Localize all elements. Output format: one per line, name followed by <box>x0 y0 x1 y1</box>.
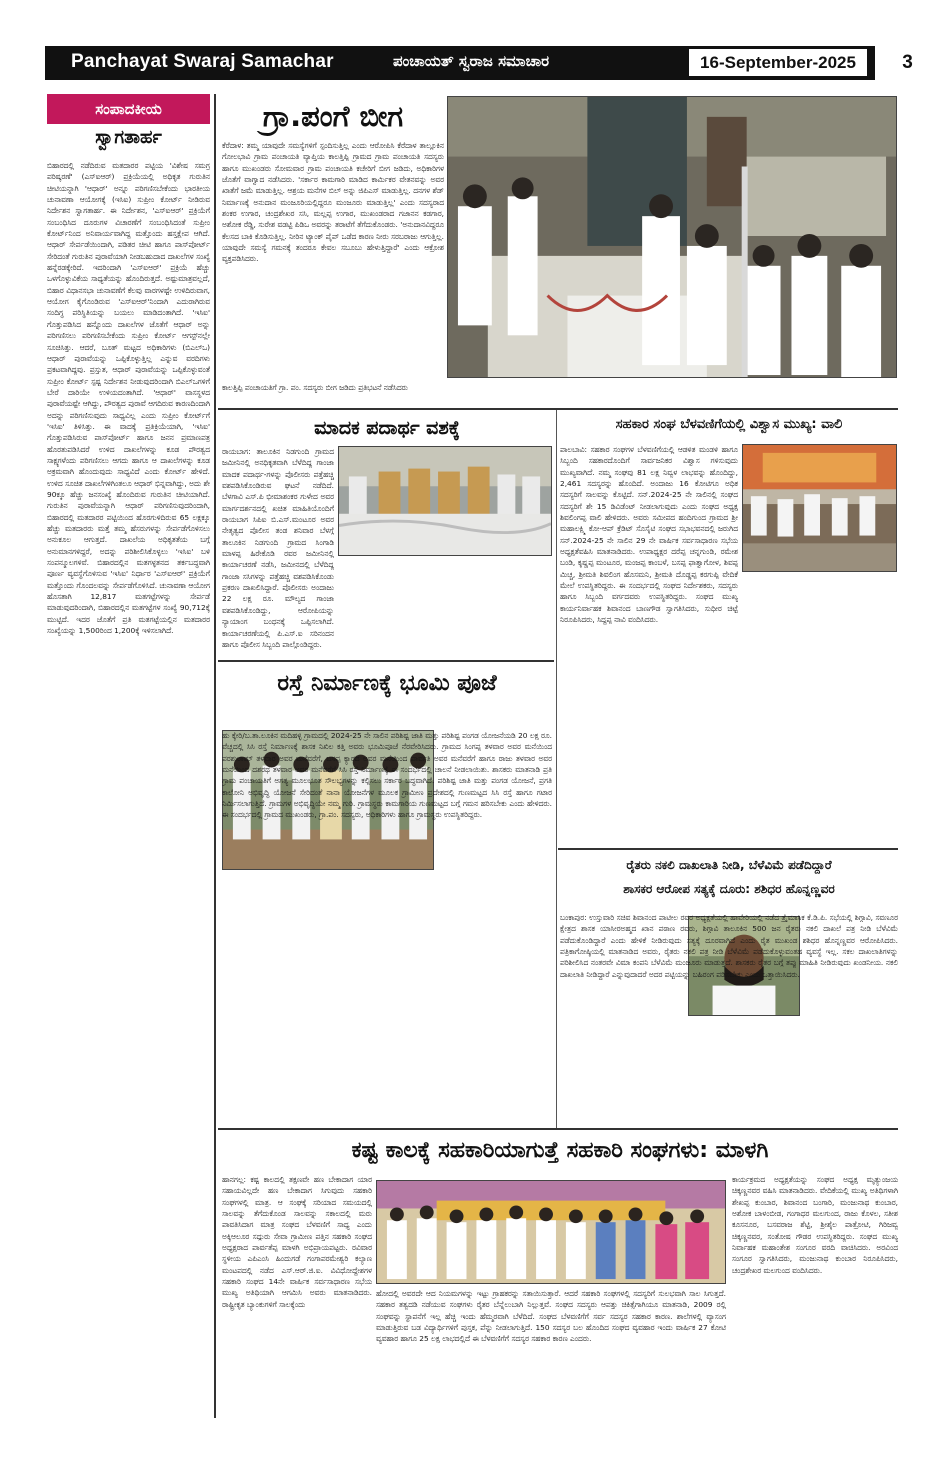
coop-crisis-headline: ಕಷ್ಟ ಕಾಲಕ್ಕೆ ಸಹಕಾರಿಯಾಗುತ್ತೆ ಸಹಕಾರಿ ಸಂಘಗಳು: ಮಾಳಗಿ <box>351 1138 769 1163</box>
section-rule <box>558 848 898 850</box>
masthead-title-kannada: ಪಂಚಾಯತ್ ಸ್ವರಾಜ ಸಮಾಚಾರ <box>393 52 550 70</box>
drugs-story-photo <box>338 446 552 556</box>
farmers-story-body: ಬಂಕಾಪುರ: ಉಸ್ತುವಾರಿ ಸಚಿವ ಶಿವಾನಂದ ಪಾಟೀಲ ರವರ ಅಧ್ಯಕ್ಷತೆಯಲ್ಲಿ ಹಾವೇರಿಯಲ್ಲಿ ನಡೆದ ತ್ರೈಮಾಸಿಕ ಕೆ.ಡಿ.ಪಿ. ಸಭೆಯಲ್ಲಿ ಶಿಗ್ಗಾವಿ, ಸವಣೂರ ಕ್ಷೇತ್ರದ ಶಾಸಕ ಯಾಸೀರಅಹ್ಮದ ಖಾನ ಪಠಾಣ ರವರು, ಶಿಗ್ಗಾವಿ ತಾಲೂಕಿನ 500 ಜನ ರೈತರು ನಕಲಿ ದಾಖಲೆ ಪತ್ರ ನೀಡಿ ಬೆಳೆವಿಮೆ ಪಡೆದುಕೊಂಡಿದ್ದಾರೆ ಎಂದು ಹೇಳಿಕೆ ನೀಡಿರುವುದು ಸತ್ಯಕ್ಕೆ ದೂರವಾಗಿದೆ ಎಂದು ರೈತ ಮುಖಂಡ ಶಶಿಧರ ಹೊನ್ನಣ್ಣವರ ಆರೋಪಿಸಿದರು. ಪತ್ರಿಕಾಗೋಷ್ಠಿಯಲ್ಲಿ ಮಾತನಾಡಿದ ಅವರು, ರೈತರು ನಕಲಿ ಪತ್ರ ನೀಡಿ ಬೆಳೆವಿಮೆ ಪಡೆದುಕೊಳ್ಳುವಂತಹ ವ್ಯವಸ್ಥೆ ಇಲ್ಲ. ಸಕಲ ದಾಖಲಾತಿಗಳನ್ನು ಪರಿಶೀಲಿಸಿದ ನಂತರವೇ ವಿಮಾ ಕಂಪನಿ ಬೆಳೆವಿಮೆ ಮಂಜೂರು ಮಾಡುತ್ತದೆ. ಶಾಸಕರು ರೈತರ ಬಗ್ಗೆ ತಪ್ಪು ಮಾಹಿತಿ ನೀಡಿರುವುದು ಖಂಡನೀಯ. ನಕಲಿ ದಾಖಲಾತಿ ನೀಡಿದ್ದಾರೆ ಎನ್ನುವುದಾದರೆ ಅದರ ಪಟ್ಟಿಯನ್ನು ಬಹಿರಂಗ ಪಡಿಸಬೇಕು ಎಂದು ಒತ್ತಾಯಿಸಿದರು. <box>560 913 898 979</box>
road-story-headline: ರಸ್ತೆ ನಿರ್ಮಾಣಕ್ಕೆ ಭೂಮಿ ಪೂಜೆ <box>277 671 497 696</box>
main-story-headline: ಗ್ರಾ.ಪಂಗೆ ಬೀಗ <box>262 99 404 133</box>
coop-crisis-body-left: ಹಾನಗಲ್ಲ: ಕಷ್ಟ ಕಾಲದಲ್ಲಿ ತಕ್ಷಣವೇ ಹಣ ಬೇಕಾದಾಗ ಯಾರ ಸಹಾಯವಿಲ್ಲದೇ ಹಣ ಬೇಕಾದಾಗ ಸಿಗುವುದು ಸಹಕಾರಿ ಸಂಘಗಳಲ್ಲಿ ಮಾತ್ರ. ಆ ಸಂಘಕ್ಕೆ ಸರಿಯಾದ ಸಮಯದಲ್ಲಿ ಸಾಲವನ್ನು ತೆಗೆದುಕೊಂಡ ಸಾಲವನ್ನು ಸಕಾಲದಲ್ಲಿ ಮರು ಪಾವತಿಸಿದಾಗ ಮಾತ್ರ ಸಂಘದ ಬೆಳವಣಿಗೆ ಸಾಧ್ಯ ಎಂದು ಅಕ್ಕಿಆಲೂರ ಸದ್ಗುರು ಸೇವಾ ಗ್ರಾಮೀಣ ಪತ್ತಿನ ಸಹಕಾರಿ ಸಂಘದ ಅಧ್ಯಕ್ಷರಾದ ಪಾರ್ವತೆಪ್ಪ ಮಾಳಗಿ ಅಭಿಪ್ರಾಯಪಟ್ಟರು. ರವಿವಾರ ಸ್ಥಳೀಯ ಎಪಿಎಂಸಿ ಹಿಂದುಗಡೆ ಗಂಗಾಪರಮೇಶ್ವರಿ ಕಲ್ಯಾಣ ಮಂಟಪದಲ್ಲಿ ನಡೆದ ಎಸ್.ಆರ್.ಜಿ.ಐ. ವಿವಿಧೋದ್ದೇಶಗಳ ಸಹಕಾರಿ ಸಂಘದ 14ನೇ ವಾರ್ಷಿಕ ಸರ್ವಸಾಧಾರಣ ಸಭೆಯ ಮುಖ್ಯ ಅತಿಥಿಯಾಗಿ ಆಗಮಿಸಿ ಅವರು ಮಾತನಾಡಿದರು. ರಾಷ್ಟ್ರೀಕೃತ ಬ್ಯಾಂಕುಗಳಿಗೆ ಸಾಲಕ್ಕೆಂದು <box>222 1175 372 1309</box>
main-story-caption: ಕಾಲತ್ತಿಪ್ಪಿ ಪಂಚಾಯತಿಗೆ ಗ್ರಾ. ಪಂ. ಸದಸ್ಯರು ಬೀಗ ಜಡಿದು ಪ್ರತಿಭಟನೆ ನಡೆಸಿದರು <box>222 383 408 392</box>
coop-crisis-photo <box>376 1180 726 1284</box>
road-story-body: ಹು ಕ್ಕೇರಿ/ಬ.ತಾ.ಲೂಕಿನ ಮದಿಹಳ್ಳಿ ಗ್ರಾಮದಲ್ಲಿ 2024-25 ನೇ ಸಾಲಿನ ಪರಿಶಿಷ್ಟ ಜಾತಿ ಮತ್ತು ಪರಿಶಿಷ್ಟ ಪಂಗಡ ಯೋಜನೆಯಡಿ 20 ಲಕ್ಷ ರೂ. ವೆಚ್ಚದಲ್ಲಿ ಸಿಸಿ ರಸ್ತೆ ನಿರ್ಮಾಣಕ್ಕೆ ಶಾಸಕ ನಿಖಿಲ ಕತ್ತಿ ಅವರು ಭೂಮಿಪೂಜೆ ನೆರವೇರಿಸಿದರು. ಗ್ರಾಮದ ಸಿಂಗಪ್ಪ ತಳವಾರ ಅವರ ಮನೆಯಿಂದ ಪರಶುರಾಮ್ ತಳವಾರ ಅವರ ಮನೆವರೆಗೆ, ಬಸಪ್ಪ ಕ್ಯಾರದ ಅವರ ಮನೆಯಿಂದ ಪಾರ್ವತಿ ಅವರ ಮನೆವರೆಗೆ ಹಾಗೂ ರಾಜು ತಳವಾರ ಅವರ ಮನೆಯಿಂದ ದಶರಥ ತಳವಾರ ಅವರ ಮನೆವರೆಗೆ ಸಿಸಿ ರಸ್ತೆ ನಿರ್ಮಾಣಕ್ಕೆ ಈ ಸಂದರ್ಭದಲ್ಲಿ ಚಾಲನೆ ನೀಡಲಾಯಿತು. ಶಾಸಕರು ಮಾತನಾಡಿ ಪ್ರತಿ ಗ್ರಾಮ ಪಂಚಾಯತಿಗೆ ಅಗತ್ಯ ಮೂಲಭೂತ ಸೌಲಭ್ಯಗಳನ್ನು ಕಲ್ಪಿಸಲು ಸರ್ಕಾರ ಬದ್ಧವಾಗಿದೆ. ಪರಿಶಿಷ್ಟ ಜಾತಿ ಮತ್ತು ಪಂಗಡ ಯೋಜನೆ, ಪ್ರಗತಿ ಕಾಲೋನಿ ಅಭಿವೃದ್ಧಿ ಯೋಜನೆ ಸೇರಿದಂತೆ ನಾನಾ ಯೋಜನೆಗಳ ಮೂಲಕ ಗ್ರಾಮೀಣ ಪ್ರದೇಶದಲ್ಲಿ ಗುಣಮಟ್ಟದ ಸಿಸಿ ರಸ್ತೆ ಹಾಗೂ ಗಟಾರ ನಿರ್ಮಿಸಲಾಗುತ್ತಿದೆ. ಗ್ರಾಮಗಳ ಅಭಿವೃದ್ಧಿಯೇ ನಮ್ಮ ಗುರಿ. ಗ್ರಾಮಸ್ಥರು ಕಾಮಗಾರಿಯ ಗುಣಮಟ್ಟದ ಬಗ್ಗೆ ಗಮನ ಹರಿಸಬೇಕು ಎಂದು ಹೇಳಿದರು. ಈ ಸಂದರ್ಭದಲ್ಲಿ ಗ್ರಾಮದ ಮುಖಂಡರು, ಗ್ರಾ.ಪಂ. ಸದಸ್ಯರು, ಅಧಿಕಾರಿಗಳು ಹಾಗೂ ಗ್ರಾಮಸ್ಥರು ಉಪಸ್ಥಿತರಿದ್ದರು. <box>222 731 552 820</box>
drugs-story-headline: ಮಾದಕ ಪದಾರ್ಥ ವಶಕ್ಕೆ <box>314 417 460 439</box>
masthead-title-english: Panchayat Swaraj Samachar <box>71 51 334 72</box>
coop-crisis-body-right: ಕಾರ್ಯಕ್ರಮದ ಅಧ್ಯಕ್ಷತೆಯನ್ನು ಸಂಘದ ಅಧ್ಯಕ್ಷ ಮೃತ್ಯುಂಜಯ ಚಿಕ್ಕಣ್ಣನವರ ವಹಿಸಿ ಮಾತನಾಡಿದರು. ವೇದಿಕೆಯಲ್ಲಿ ಮುಖ್ಯ ಅತಿಥಿಗಳಾಗಿ ಶೇಖಪ್ಪ ಕುಂಬಾರ, ಶಿವಾನಂದ ಬಂಗಾರಿ, ಮಂಜುನಾಥ ಕುಂಬಾರ, ಅಶೋಕ ಬಾಳಂಬೀಡ, ಗಂಗಾಧರ ಮಲಗುಂದ, ರಾಜು ಕೊಳಲ, ಸತೀಶ ಕೂಸನೂರ, ಬಸವರಾಜ ಶೆಟ್ಟಿ, ಶ್ರೀಶೈಲ ಪಾತ್ರೋಟಿ, ಗಿರಿಜವ್ವ ಚಿಕ್ಕಣ್ಣನವರ, ಸಂತೋಷ ಗೌಡರ ಉಪಸ್ಥಿತರಿದ್ದರು. ಸಂಘದ ಮುಖ್ಯ ನಿರ್ವಾಹಕ ಮಹಾಂತೇಶ ಸಂಗೂರ ವರದಿ ವಾಚಿಸಿದರು. ಅರವಿಂದ ಸಂಗೂರ ಸ್ವಾಗತಿಸಿದರು, ಮಂಜುನಾಥ ಕುಂಬಾರ ನಿರೂಪಿಸಿದರು, ಚಂದ್ರಶೇಖರ ಮಲಗುಂದ ವಂದಿಸಿದರು. <box>732 1175 898 1275</box>
page-number: 3 <box>894 51 921 75</box>
farmers-headline-line1: ರೈತರು ನಕಲಿ ದಾಖಲಾತಿ ನೀಡಿ, ಬೆಳೆವಿಮೆ ಪಡೆದಿದ್ದಾರೆ <box>626 858 832 872</box>
section-rule <box>218 660 554 662</box>
drugs-story-body: ರಾಯಬಾಗ: ತಾಲೂಕಿನ ನಿಡಗುಂದಿ ಗ್ರಾಮದ ಜಮೀನಿನಲ್ಲಿ ಅನಧಿಕೃತವಾಗಿ ಬೆಳೆದಿದ್ದ ಗಾಂಜಾ ಮಾದಕ ಪದಾರ್ಥ-ಗಳನ್ನು ಪೊಲೀಸರು ಪತ್ತೆಹಚ್ಚಿ ವಶಪಡಿಸಿಕೊಂಡಿರುವ ಘಟನೆ ನಡೆದಿದೆ. ಬೆಳಗಾವಿ ಎಸ್.ಪಿ ಭೀಮಾಶಂಕರ ಗುಳೇದ ಅವರ ಮಾರ್ಗದರ್ಶನದಲ್ಲಿ ಖಚಿತ ಮಾಹಿತಿಯೊಂದಿಗೆ ರಾಯಬಾಗ ಸಿಪಿಐ ಬಿ.ಎಸ್.ಮಂಟೂರ ಅವರ ನೇತೃತ್ವದ ಪೊಲೀಸ ತಂಡ ಶನಿವಾರ ಬೆಳಗ್ಗೆ ತಾಲೂಕಿನ ನಿಡಗುಂದಿ ಗ್ರಾಮದ ಸಿಂಗಾಡಿ ಮಾಳಪ್ಪ ಹಿರೇಕೊಡಿ ರವರ ಜಮೀನಿನಲ್ಲಿ ಕಾರ್ಯಾಚರಣೆ ನಡೆಸಿ, ಜಮೀನದಲ್ಲಿ ಬೆಳೆದಿದ್ದ ಗಾಂಜಾ ಸಸಿಗಳನ್ನು ಪತ್ತೆಹಚ್ಚಿ ವಶಪಡಿಸಿಕೊಂಡು ಪ್ರಕರಣ ದಾಖಲಿಸಿದ್ದಾರೆ. ಪೊಲೀಸರು ಅಂದಾಜು 22 ಲಕ್ಷ ರೂ. ಮೌಲ್ಯದ ಗಾಂಜಾ ವಶಪಡಿಸಿಕೊಂಡಿದ್ದು, ಆರೋಪಿಯನ್ನು ನ್ಯಾಯಾಂಗ ಬಂಧನಕ್ಕೆ ಒಪ್ಪಿಸಲಾಗಿದೆ. ಕಾರ್ಯಾಚರಣೆಯಲ್ಲಿ ಪಿ.ಎಸ್.ಐ ಸರಿನಂದನ ಹಾಗೂ ಪೊಲೀಸ ಸಿಬ್ಬಂದಿ ಪಾಲ್ಗೊಂಡಿದ್ದರು. <box>222 447 334 649</box>
column-divider <box>556 410 557 1128</box>
editorial-banner: ಸಂಪಾದಕೀಯ <box>47 94 210 124</box>
issue-date: 16-September-2025 <box>689 49 867 76</box>
farmers-headline-line2: ಶಾಸಕರ ಆರೋಪ ಸತ್ಯಕ್ಕೆ ದೂರು: ಶಶಿಧರ ಹೊನ್ನಣ್ಣವರ <box>623 882 835 896</box>
editorial-column <box>47 94 210 1418</box>
column-divider <box>214 94 216 1418</box>
coop-trust-body: ಪಾಲಬಾವಿ: ಸಹಕಾರ ಸಂಘಗಳ ಬೆಳವಣಿಗೆಯಲ್ಲಿ ಆಡಳಿತ ಮಂಡಳಿ ಹಾಗೂ ಸಿಬ್ಬಂದಿ ಸಹಕಾರದೊಂದಿಗೆ ಸಾರ್ವಜನಿಕರ ವಿಶ್ವಾಸ ಗಳಿಸುವುದು ಮುಖ್ಯವಾಗಿದೆ. ನಮ್ಮ ಸಂಘವು 81 ಲಕ್ಷ ನಿವ್ವಳ ಲಾಭವನ್ನು ಹೊಂದಿದ್ದು, 2,461 ಸದಸ್ಯರನ್ನು ಹೊಂದಿದೆ. ಅಂದಾಜು 16 ಕೋಟಿಗೂ ಅಧಿಕ ಸದಸ್ಯರಿಗೆ ಸಾಲವನ್ನು ಕೊಟ್ಟಿದೆ. ಸನ್.2024-25 ನೇ ಸಾಲಿನಲ್ಲಿ ಸಂಘದ ಸದಸ್ಯರಿಗೆ ಶೇ 15 ಡಿವಿಡೆಂಟ್ ನೀಡಲಾಗುವುದು ಎಂದು ಸಂಘದ ಅಧ್ಯಕ್ಷ ಶಿವಲಿಂಗಪ್ಪ ವಾಲಿ ಹೇಳಿದರು. ಅವರು ಸಮೀಪದ ಹಂದಿಗುಂದ ಗ್ರಾಮದ ಶ್ರೀ ಮಹಾಲಕ್ಷ್ಮಿ ಕೋ-ಆಪ್ ಕ್ರೆಡಿಟ್ ಸೊಸೈಟಿ ಸಂಘದ ಸಭಾಭವನದಲ್ಲಿ ಜರುಗಿದ ಸನ್.2024-25 ನೇ ಸಾಲಿನ 29 ನೇ ವಾರ್ಷಿಕ ಸರ್ವಸಾಧಾರಣ ಸಭೆಯ ಅಧ್ಯಕ್ಷತೆವಹಿಸಿ ಮಾತನಾಡಿದರು. ಉಪಾಧ್ಯಕ್ಷರ ದರೆಪ್ಪ ಚನ್ನಗುಂಡಿ, ರಮೇಶ ಬಂಡಿ, ಕೃಷ್ಣಪ್ಪ ಮಂಟೂರ, ಮಂಜಪ್ಪ ಕಾಂಬಳೆ, ಬಸಪ್ಪ ಫಾತ್ವಾಗೋಳ, ಶಿವಪ್ಪ ಮಿಚ್ಚ, ಶ್ರೀಮತಿ ಶಿವಲಿಂಗ ಹೊಸಮನಿ, ಶ್ರೀಮತಿ ದೊಡ್ಡಪ್ಪ ಕರಗುಪ್ಪಿ ವೇದಿಕೆ ಮೇಲೆ ಉಪಸ್ಥಿತರಿದ್ದರು. ಈ ಸಂದರ್ಭದಲ್ಲಿ ಸಂಘದ ನಿರ್ದೇಶಕರು, ಸದಸ್ಯರು ಹಾಗೂ ಸಿಬ್ಬಂದಿ ವರ್ಗದವರು ಉಪಸ್ಥಿತರಿದ್ದರು. ಸಂಘದ ಮುಖ್ಯ ಕಾರ್ಯನಿರ್ವಾಹಕ ಶಿವಾನಂದ ಬಾಣಗೌಡ ಸ್ವಾಗತಿಸಿದರು, ಸುಧೀರ ಚಿಟ್ಟೆ ನಿರೂಪಿಸಿದರು, ಸಿದ್ದಪ್ಪ ನಾವಿ ವಂದಿಸಿದರು. <box>560 445 738 625</box>
main-story-photo <box>447 96 897 378</box>
main-story-body: ಕೆರೆದಾಳ: ತಮ್ಮ ಯಾವುದೇ ಸಮಸ್ಯೆಗಳಿಗೆ ಸ್ಪಂದಿಸುತ್ತಿಲ್ಲ ಎಂದು ಆರೋಪಿಸಿ ಕೆರೆದಾಳ ತಾಲ್ಲೂಕಿನ ಗೋಲಭಾವಿ ಗ್ರಾಮ ಪಂಚಾಯತಿ ವ್ಯಾಪ್ತಿಯ ಕಾಲತ್ತಿಪ್ಪಿ ಗ್ರಾಮದ ಗ್ರಾಮ ಪಂಚಾಯತಿ ಸದಸ್ಯರು ಹಾಗೂ ಮುಖಂಡರು ಸೋಮವಾರ ಗ್ರಾಮ ಪಂಚಾಯತಿ ಕಚೇರಿಗೆ ಬೀಗ ಜಡಿದು, ಅಧಿಕಾರಿಗಳ ಜೊತೆಗೆ ವಾಗ್ವಾದ ನಡೆಸಿದರು. 'ಸರ್ಕಾರ ಕಾಮಗಾರಿ ಮಾಡಿದ ಕಾರ್ಮಿಕರ ವೇತನವನ್ನು ಅವರ ಖಾತೆಗೆ ಜಮೆ ಮಾಡುತ್ತಿಲ್ಲ. ಆಶ್ರಯ ಮನೆಗಳ ಬಿಲ್ ಅನ್ನು ಜಿಪಿಎಸ್ ಮಾಡುತ್ತಿಲ್ಲ. ದನಗಳ ಶೆಡ್ ನಿರ್ಮಾಣಕ್ಕೆ ಅನುದಾನ ಮಂಜೂರಿಯಲ್ಲಿದ್ದರೂ ಮಂಜೂರು ಮಾಡುತ್ತಿಲ್ಲ' ಎಂದು ಸದಸ್ಯರಾದ ಶಂಕರ ಉಗಾರ, ಚಂದ್ರಶೇಖರ ಸಸಿ, ಮಲ್ಲಪ್ಪ ಉಗಾರ, ಮುಖಂಡರಾದ ಗಜಾನನ ಕಡಗಾರ, ಅಶೋಕ ರೆಡ್ಡಿ, ಸುರೇಶ ವಡಟ್ಟಿ ಪಿಡಿಒ ಅವರನ್ನು ತರಾಟೆಗೆ ತೆಗೆದುಕೊಂಡರು. 'ಅನುದಾನವಿದ್ದರೂ ಕೆಲಸದ ಬಾಕಿ ಕೊಡಿಸುತ್ತಿಲ್ಲ. ನೀರಿನ ಟ್ಯಾಂಕ್ ಪೈಪ್ ಒಡೆದ ಕಾರಣ ನೀರು ಸರಬರಾಜು ಆಗುತ್ತಿಲ್ಲ. ಯಾವುದೇ ಸಮಸ್ಯೆ ಗಮನಕ್ಕೆ ತಂದರೂ ಕೇವಲ ಸಬೂಬು ಹೇಳುತ್ತಿದ್ದಾರೆ' ಎಂದು ಆಕ್ರೋಶ ವ್ಯಕ್ತಪಡಿಸಿದರು. <box>222 141 444 264</box>
section-rule <box>218 408 898 410</box>
editorial-body: ಬಿಹಾರದಲ್ಲಿ ನಡೆದಿರುವ ಮತದಾರರ ಪಟ್ಟಿಯ 'ವಿಶೇಷ ಸಮಗ್ರ ಪರಿಷ್ಕರಣೆ' (ಎಸ್‌ಐಆರ್) ಪ್ರಕ್ರಿಯೆಯಲ್ಲಿ ಅಧಿಕೃತ ಗುರುತಿನ ಚೀಟಿಯನ್ನಾಗಿ 'ಆಧಾರ್' ಅನ್ನೂ ಪರಿಗಣಿಸಬೇಕೆಂದು ಭಾರತೀಯ ಚುನಾವಣಾ ಆಯೋಗಕ್ಕೆ (ಇಸಿಐ) ಸುಪ್ರೀಂ ಕೋರ್ಟ್ ನೀಡಿರುವ ನಿರ್ದೇಶನ ಸ್ವಾಗತಾರ್ಹ. ಈ ನಿರ್ದೇಶನ, 'ಎಸ್‌ಐಆರ್' ಪ್ರಕ್ರಿಯೆಗೆ ಸಂಬಂಧಿಸಿದ ದೂರುಗಳ ವಿಚಾರಣೆಗೆ ಸಂಬಂಧಿಸಿದಂತೆ ಸುಪ್ರೀಂ ಕೋರ್ಟ್‌ನಿಂದ ಅನಿವಾರ್ಯವಾಗಿದ್ದ ಮತ್ತೊಂದು ಹಸ್ತಕ್ಷೇಪ ಆಗಿದೆ. ಆಧಾರ್ ಸೇರ್ಪಡೆಯಿಂದಾಗಿ, ಪಡಿತರ ಚೀಟಿ ಹಾಗೂ ಪಾಸ್‌ಪೋರ್ಟ್ ಸೇರಿದಂತೆ ಗುರುತಿನ ಪುರಾವೆಯಾಗಿ ನೀಡಬಹುದಾದ ದಾಖಲೆಗಳ ಸಂಖ್ಯೆ ಹನ್ನೆರಡಕ್ಕೇರಿದೆ. ಇದರಿಂದಾಗಿ 'ಎಸ್‌ಐಆರ್' ಪ್ರಕ್ರಿಯೆ ಹೆಚ್ಚು ಒಳಗೊಳ್ಳುವಿಕೆಯ ಸಾಧ್ಯತೆಯನ್ನು ಹೊಂದಿರುತ್ತದೆ. ಅಷ್ಟುಮಾತ್ರವಲ್ಲದೆ, ಬಿಹಾರ ವಿಧಾನಸಭಾ ಚುನಾವಣೆಗೆ ಕೆಲವು ವಾರಗಳಷ್ಟೇ ಉಳಿದಿರುವಾಗ, ಆಯೋಗ ಕೈಗೊಂಡಿರುವ 'ಎಸ್‌ಐಆರ್'ನಿಂದಾಗಿ ಎದುರಾಗಿರುವ ಸಂದಿಗ್ಧ ಪರಿಸ್ಥಿತಿಯನ್ನು ಬಯಲು ಮಾಡಿದಂತಾಗಿದೆ. 'ಇಸಿಐ' ಗೊತ್ತುಪಡಿಸಿದ ಹನ್ನೊಂದು ದಾಖಲೆಗಳ ಜೊತೆಗೆ ಆಧಾರ್ ಅನ್ನು ಪರಿಗಣಿಸಲು ಪರಿಗಣಿಸಬೇಕೆಂದು ಸುಪ್ರೀಂ ಕೋರ್ಟ್ ಆಗಸ್ಟ್‌ನಲ್ಲೇ ಸೂಚಿಸಿತ್ತು. ಆದರೆ, ಬೂತ್ ಮಟ್ಟದ ಅಧಿಕಾರಿಗಳು (ಬಿಎಲ್‌ಒ) ಆಧಾರ್ ಪುರಾವೆಯನ್ನು ಒಪ್ಪಿಕೊಳ್ಳುತ್ತಿಲ್ಲ ಎನ್ನುವ ವರದಿಗಳು ಪ್ರಕಟವಾಗಿದ್ದವು. ಪ್ರಸ್ತುತ, ಆಧಾರ್ ಪುರಾವೆಯನ್ನು ಒಪ್ಪಿಕೊಳ್ಳುವಂತೆ ಸುಪ್ರೀಂ ಕೋರ್ಟ್ ಸ್ಪಷ್ಟ ನಿರ್ದೇಶನ ನೀಡುವುದರಿಂದಾಗಿ ಬಿಎಲ್‌ಒಗಳಿಗೆ ಬೇರೆ ದಾರಿಯೇ ಉಳಿಯದಂತಾಗಿದೆ. 'ಆಧಾರ್' ವಾಸಸ್ಥಳದ ಪುರಾವೆಯಷ್ಟೇ ಆಗಿದ್ದು, ಪೌರತ್ವದ ಪುರಾವೆ ಆಗದಿರುವ ಕಾರಣದಿಂದಾಗಿ ಅದನ್ನು ಪರಿಗಣಿಸುವುದು ಸಾಧ್ಯವಿಲ್ಲ ಎಂದು ಸುಪ್ರೀಂ ಕೋರ್ಟ್‌ಗೆ 'ಇಸಿಐ' ತಿಳಿಸಿತ್ತು. ಈ ವಾದಕ್ಕೆ ಪ್ರತಿಕ್ರಿಯೆಯಾಗಿ, 'ಇಸಿಐ' ಗೊತ್ತುಪಡಿಸಿರುವ ಪಾಸ್‌ಪೋರ್ಟ್ ಹಾಗೂ ಜನನ ಪ್ರಮಾಣಪತ್ರ ಹೊರತುಪಡಿಸಿದರೆ ಉಳಿದ ದಾಖಲೆಗಳನ್ನು ಕೂಡ ಪೌರತ್ವದ ಸಾಕ್ಷ್ಯಗಳೆಂದು ಪರಿಗಣಿಸಲು ಆಗದು ಹಾಗೂ ಆ ದಾಖಲೆಗಳನ್ನು ಕೂಡ ಅಕ್ರಮವಾಗಿ ಹೊಂದುವುದು ಸಾಧ್ಯವಿದೆ ಎಂದು ಕೋರ್ಟ್ ಹೇಳಿದೆ. ಉಳಿದ ಸೂಚಿತ ದಾಖಲೆಗಳಿಗಿಂತಲೂ ಆಧಾರ್ ಭಿನ್ನವಾಗಿದ್ದು, ಅದು ಶೇ 90ಕ್ಕೂ ಹೆಚ್ಚು ಜನಸಂಖ್ಯೆ ಹೊಂದಿರುವ ಗುರುತಿನ ಚೀಟಿಯಾಗಿದೆ. ಗುರುತಿನ ಪುರಾವೆಯನ್ನಾಗಿ ಆಧಾರ್ ಪರಿಗಣಿಸುವುದರಿಂದಾಗಿ, ಬಿಹಾರದಲ್ಲಿ ಮತದಾರರ ಪಟ್ಟಿಯಿಂದ ಹೊರಗುಳಿದಿರುವ 65 ಲಕ್ಷಕ್ಕೂ ಹೆಚ್ಚು ಮತದಾರರು ಮತ್ತೆ ತಮ್ಮ ಹೆಸರುಗಳನ್ನು ಸೇರ್ಪಡೆಗೊಳಿಸಲು ಅನುಕೂಲ ಆಗುತ್ತದೆ. ದಾಖಲೆಯ ಅಧಿಕೃತತೆಯ ಬಗ್ಗೆ ಅನುಮಾನಗಳಿದ್ದರೆ, ಅದನ್ನು ಪರಿಶೀಲಿಸಿಕೊಳ್ಳಲು 'ಇಸಿಐ' ಬಳಿ ಸಂಪನ್ಮೂಲಗಳಿವೆ. ಬಿಹಾರದಲ್ಲಿನ ಮತಗಳ್ಳತನದ ತರ್ಕಬದ್ಧವಾಗಿ ಪೂರ್ಣ ವ್ಯವಸ್ಥೆಗೊಳಿಸುವ 'ಇಸಿಐ' ನಿರ್ಧಾರ 'ಎಸ್‌ಐಆರ್' ಪ್ರಕ್ರಿಯೆಗೆ ಮತ್ತೊಂದು ಗೊಂದಲವನ್ನು ಸೇರ್ಪಡೆಗೊಳಿಸಿದೆ. ಚುನಾವಣಾ ಆಯೋಗ ಹೊಸತಾಗಿ 12,817 ಮತಗಟ್ಟೆಗಳನ್ನು ಸೇರ್ಪಡೆ ಮಾಡುವುದರಿಂದಾಗಿ, ಬಿಹಾರದಲ್ಲಿನ ಮತಗಟ್ಟೆಗಳ ಸಂಖ್ಯೆ 90,712ಕ್ಕೆ ಮುಟ್ಟಿದೆ. ಇದರ ಜೊತೆಗೆ ಪ್ರತಿ ಮತಗಟ್ಟೆಯಲ್ಲಿನ ಮತದಾರರ ಸಂಖ್ಯೆಯನ್ನು 1,500ರಿಂದ 1,200ಕ್ಕೆ ಇಳಿಸಲಾಗಿದೆ. <box>47 161 210 636</box>
editorial-title: ಸ್ವಾಗತಾರ್ಹ <box>95 127 162 148</box>
coop-crisis-body-middle: ಹೋದಲ್ಲಿ ಅವರದೇ ಆದ ನಿಯಮಗಳನ್ನು ಇಟ್ಟು ಗ್ರಾಹಕರನ್ನು ಸತಾಯಿಸುತ್ತಾರೆ. ಆದರೆ ಸಹಕಾರಿ ಸಂಘಗಳಲ್ಲಿ ಸದಸ್ಯರಿಗೆ ಸುಲಭವಾಗಿ ಸಾಲ ಸಿಗುತ್ತದೆ. ಸಹಕಾರ ತತ್ವದಡಿ ನಡೆಯುವ ಸಂಘಗಳು ರೈತರ ಬೆನ್ನೆಲುಬಾಗಿ ನಿಲ್ಲುತ್ತವೆ. ಸಂಘದ ಸದಸ್ಯರು ಆಪತ್ತು ಚಿಕಿತ್ಸೆಗಾಗಿಯೂ ಮಾತನಾಡಿ, 2009 ರಲ್ಲಿ ಸಂಘವನ್ನು ಸ್ಥಾಪನೆಗೆ ಇಲ್ಲ ಹೆಚ್ಚಿ ಇಂದು ಹೆಮ್ಮರವಾಗಿ ಬೆಳೆದಿದೆ. ಸಂಘದ ಬೆಳವಣಿಗೆಗೆ ಸರ್ವ ಸದಸ್ಯರ ಸಹಕಾರ ಕಾರಣ. ಶಾಲೆಗಳಲ್ಲಿ ವ್ಯಾಸಂಗ ಮಾಡುತ್ತಿರುವ ಬಡ ವಿದ್ಯಾರ್ಥಿಗಳಿಗೆ ಪುಸ್ತಕ, ಪೆನ್ನು ನೀಡಲಾಗುತ್ತಿದೆ. 150 ಸದಸ್ಯರ ಬಲ ಹೊಂದಿದ ಸಂಘದ ವ್ಯವಹಾರ ಇಂದು ವಾರ್ಷಿಕ 27 ಕೋಟಿ ವ್ಯವಹಾರ ಹಾಗೂ 25 ಲಕ್ಷ ಲಾಭದಲ್ಲಿದೆ ಈ ಬೆಳವಣಿಗೆಗೆ ಸದಸ್ಯರ ಸಹಕಾರ ಕಾರಣ ಎಂದರು. <box>376 1289 726 1344</box>
section-rule <box>218 1128 898 1130</box>
coop-trust-photo <box>742 444 897 572</box>
coop-trust-headline: ಸಹಕಾರ ಸಂಘ ಬೆಳವಣಿಗೆಯಲ್ಲಿ ವಿಶ್ವಾಸ ಮುಖ್ಯ: ವಾಲಿ <box>615 417 843 432</box>
masthead <box>45 46 913 80</box>
